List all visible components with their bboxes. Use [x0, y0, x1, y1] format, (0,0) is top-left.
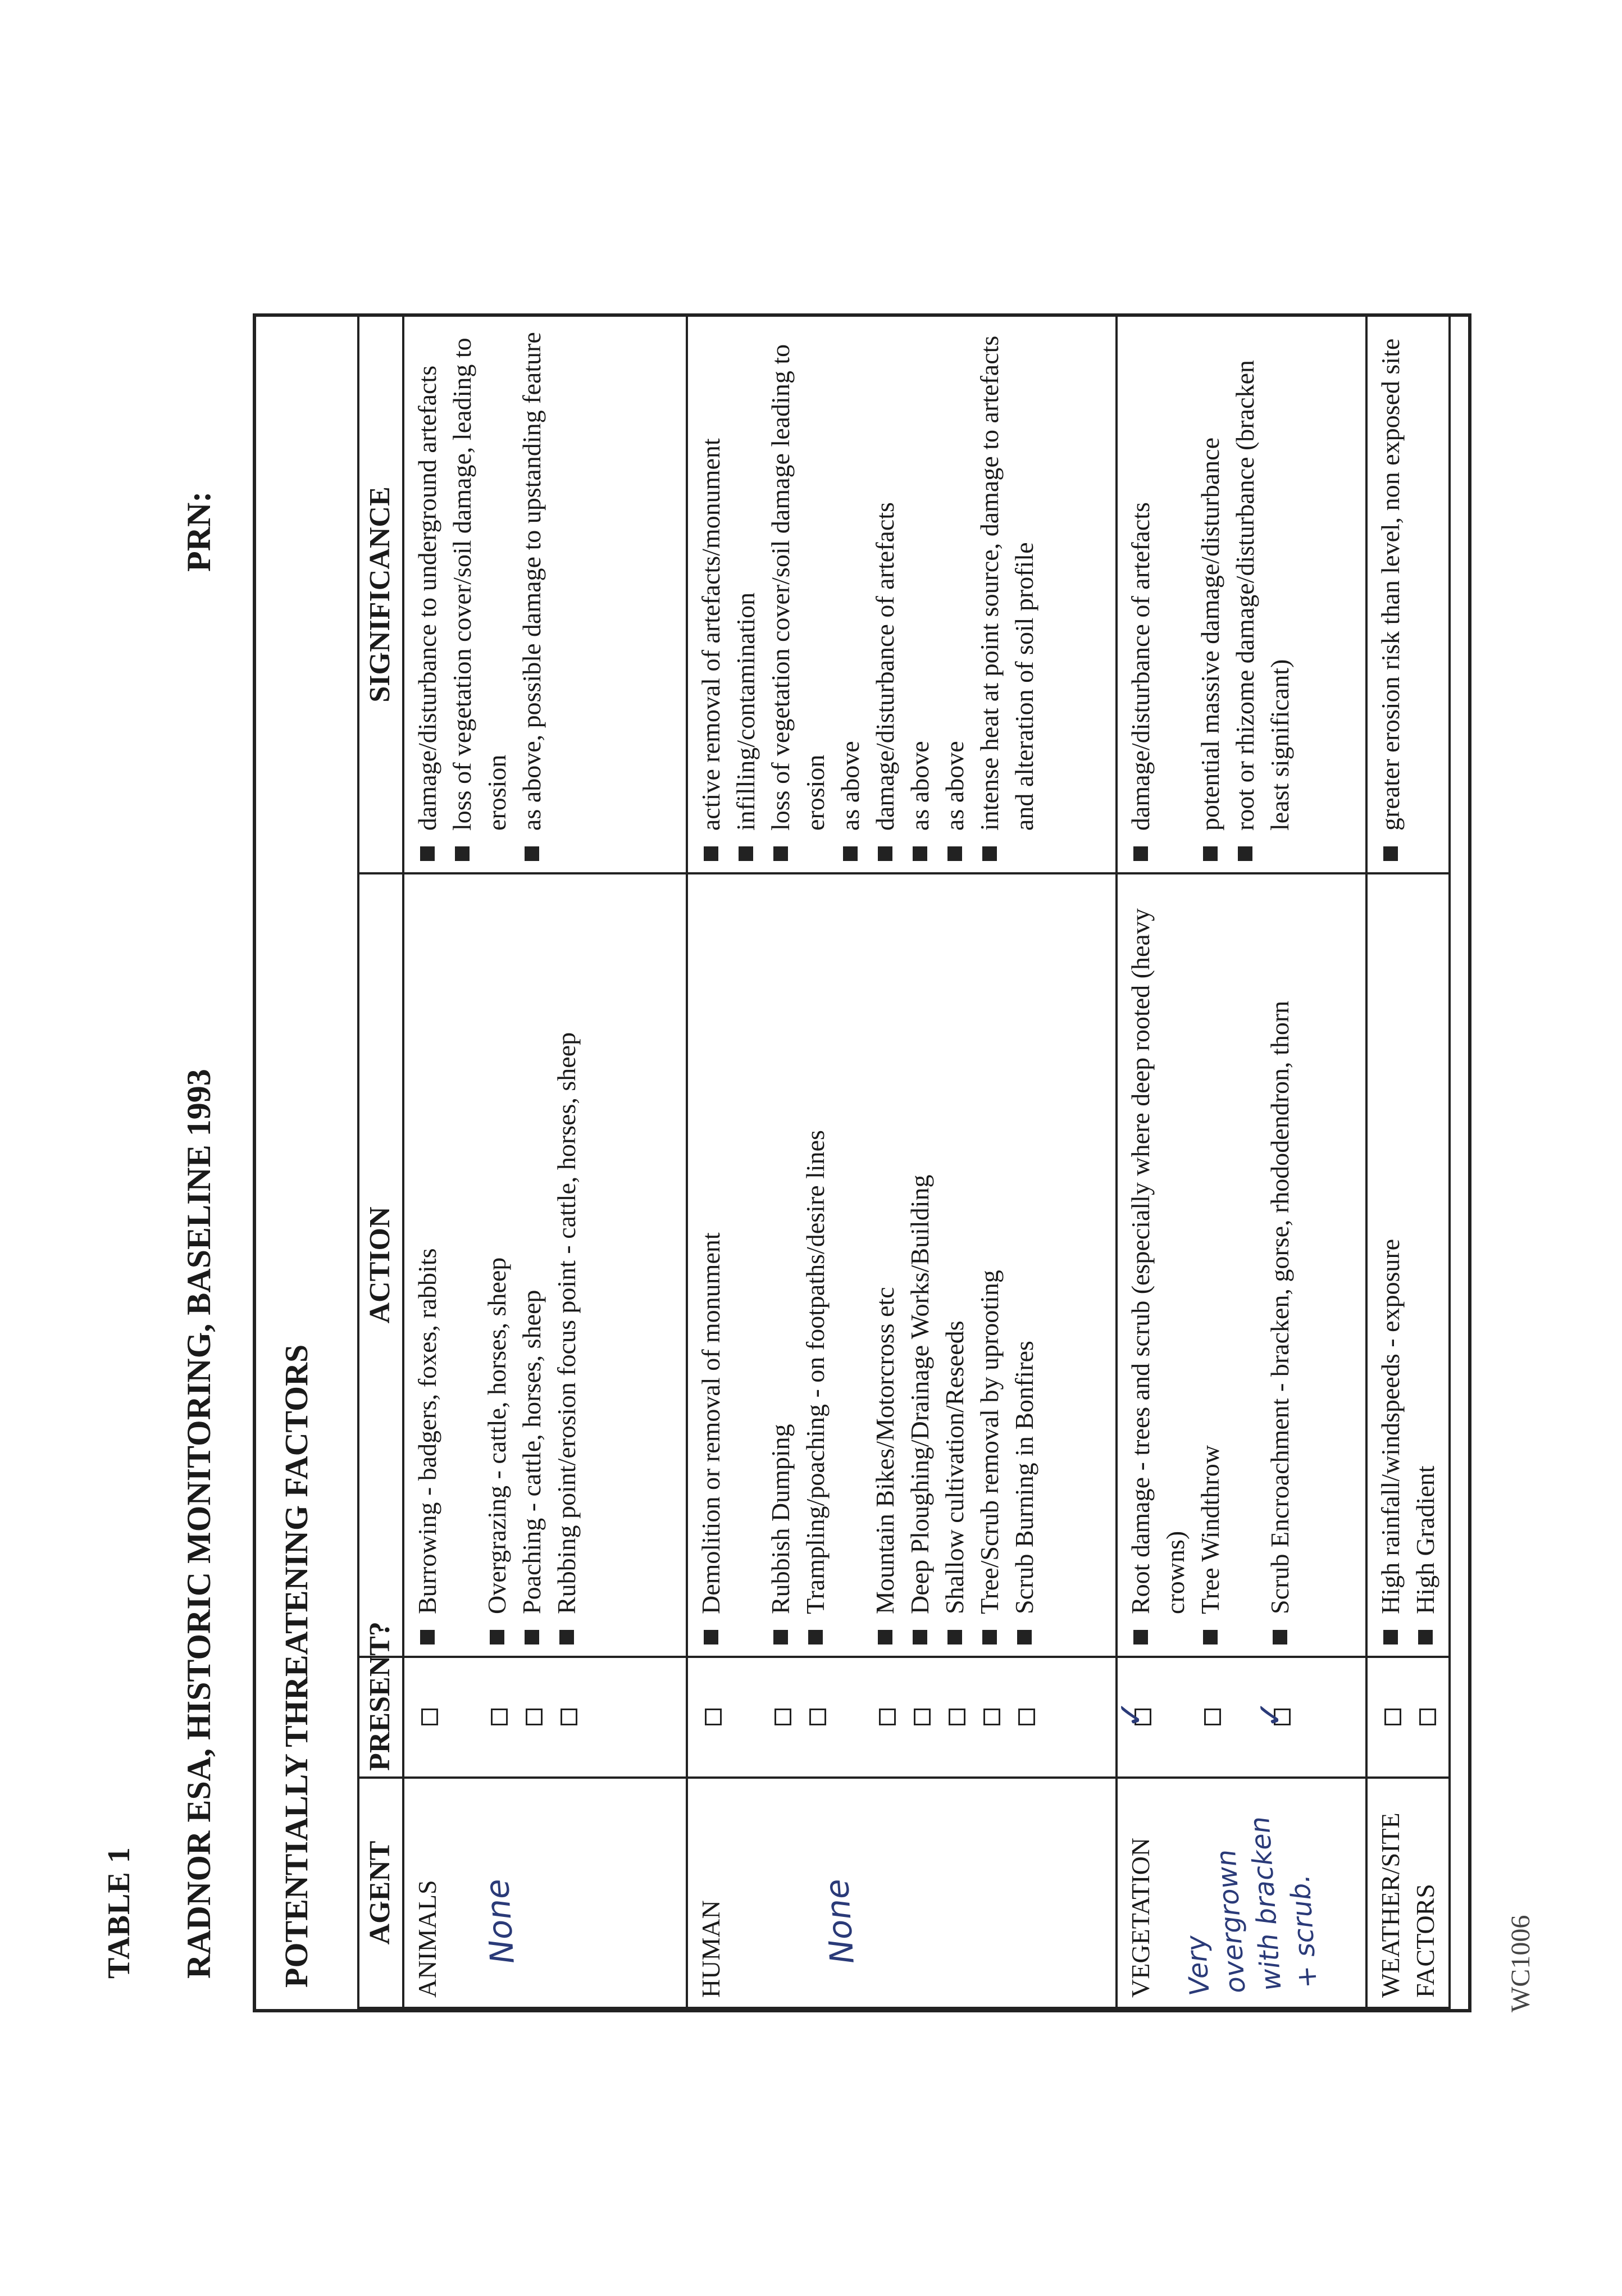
significance-item: greater erosion risk than level, non exposed site — [1373, 326, 1408, 863]
significance-item: root or rhizome damage/disturbance (bracken least significant) — [1228, 326, 1297, 863]
table-row-animals — [403, 316, 687, 2008]
present-cell — [687, 1657, 1117, 1778]
significance-item: damage/disturbance of artefacts — [868, 326, 903, 863]
present-checkbox[interactable] — [491, 1709, 508, 1726]
agent-cell — [687, 1778, 1117, 2008]
table-row-vegetation — [1117, 316, 1366, 2008]
present-checkbox[interactable] — [421, 1709, 438, 1726]
agent-cell — [1366, 1778, 1450, 2008]
action-item: Tree/Scrub removal by uprooting — [972, 883, 1007, 1647]
bullet-square-icon — [1238, 846, 1252, 861]
action-item: Rubbish Dumping — [763, 883, 798, 1647]
bullet-square-icon — [704, 1630, 718, 1644]
agent-label: HUMAN — [696, 1900, 725, 1998]
handwritten-note: None — [817, 1878, 862, 1965]
significance-item: damage/disturbance to underground artefacts — [410, 326, 445, 863]
agent-cell — [1117, 1778, 1366, 2008]
bullet-square-icon — [878, 1630, 892, 1644]
present-checkbox[interactable] — [561, 1709, 577, 1726]
threat-factors-frame — [253, 313, 1471, 2012]
action-item: Scrub Burning in Bonfires — [1007, 883, 1042, 1647]
present-checkbox[interactable] — [1384, 1709, 1401, 1726]
bullet-square-icon — [525, 846, 539, 861]
significance-item: infilling/contamination — [728, 326, 763, 863]
footer-code: WC1006 — [1506, 1915, 1536, 2012]
bullet-square-icon — [420, 846, 435, 861]
handwritten-note: Very overgrown with bracken + scrub. — [1180, 1815, 1324, 1997]
present-checkbox[interactable] — [1419, 1709, 1436, 1726]
significance-item: loss of vegetation cover/soil damage leading to erosion — [763, 326, 833, 863]
bullet-square-icon — [420, 1630, 435, 1644]
significance-item: active removal of artefacts/monument — [694, 326, 728, 863]
action-item: Deep Ploughing/Drainage Works/Building — [903, 883, 937, 1647]
action-item: Root damage - trees and scrub (especially where deep rooted (heavy crowns) — [1123, 883, 1193, 1647]
bullet-square-icon — [1133, 1630, 1148, 1644]
action-cell — [1366, 873, 1450, 1657]
action-cell — [1117, 873, 1366, 1657]
bullet-square-icon — [982, 1630, 997, 1644]
significance-cell — [403, 316, 687, 873]
table-row-human — [687, 316, 1117, 2008]
bullet-square-icon — [525, 1630, 539, 1644]
present-checkbox[interactable] — [983, 1709, 1000, 1726]
agent-label: ANIMALS — [413, 1880, 441, 1998]
significance-item: potential massive damage/disturbance — [1193, 326, 1228, 863]
action-item: Shallow cultivation/Reseeds — [937, 883, 972, 1647]
significance-item: loss of vegetation cover/soil damage, leading to erosion — [445, 326, 514, 863]
action-item: Mountain Bikes/Motorcross etc — [868, 883, 903, 1647]
present-checkbox[interactable] — [526, 1709, 543, 1726]
present-checkbox[interactable] — [879, 1709, 896, 1726]
significance-cell — [687, 316, 1117, 873]
action-item: Scrub Encroachment - bracken, gorse, rhododendron, thorn — [1263, 883, 1297, 1647]
agent-cell — [403, 1778, 687, 2008]
present-checkbox-ticked[interactable] — [1135, 1709, 1151, 1726]
bullet-square-icon — [1383, 846, 1398, 861]
action-item: Demolition or removal of monument — [694, 883, 728, 1647]
agent-label: WEATHER/SITE FACTORS — [1376, 1812, 1439, 1998]
action-item: High Gradient — [1408, 883, 1443, 1647]
document-heading: RADNOR ESA, HISTORIC MONITORING, BASELINE 1993 — [180, 1069, 217, 1979]
action-item: Trampling/poaching - on footpaths/desire lines — [798, 883, 833, 1647]
action-item: Burrowing - badgers, foxes, rabbits — [410, 883, 445, 1647]
bullet-square-icon — [490, 1630, 504, 1644]
threat-factors-table — [357, 315, 1451, 2009]
action-item: Rubbing point/erosion focus point - cattle, horses, sheep — [549, 883, 584, 1647]
column-header-present: PRESENT? — [358, 1657, 403, 1778]
bullet-square-icon — [947, 846, 962, 861]
bullet-square-icon — [773, 1630, 788, 1644]
significance-item: as above — [833, 326, 868, 863]
bullet-square-icon — [1273, 1630, 1287, 1644]
action-item: Tree Windthrow — [1193, 883, 1228, 1647]
column-header-agent: AGENT — [358, 1778, 403, 2008]
column-header-significance: SIGNIFICANCE — [358, 316, 403, 873]
bullet-square-icon — [947, 1630, 962, 1644]
significance-item: damage/disturbance of artefacts — [1123, 326, 1158, 863]
action-cell — [687, 873, 1117, 1657]
bullet-square-icon — [704, 846, 718, 861]
bullet-square-icon — [739, 846, 753, 861]
present-cell — [1117, 1657, 1366, 1778]
bullet-square-icon — [913, 846, 927, 861]
significance-item: as above — [937, 326, 972, 863]
bullet-square-icon — [1418, 1630, 1433, 1644]
bullet-square-icon — [1017, 1630, 1032, 1644]
present-checkbox[interactable] — [809, 1709, 826, 1726]
bullet-square-icon — [559, 1630, 574, 1644]
prn-label: PRN: — [180, 491, 217, 572]
bullet-square-icon — [773, 846, 788, 861]
bullet-square-icon — [1383, 1630, 1398, 1644]
table-label: TABLE 1 — [102, 1847, 136, 1979]
bullet-square-icon — [808, 1630, 823, 1644]
action-item: Poaching - cattle, horses, sheep — [514, 883, 549, 1647]
agent-label: VEGETATION — [1126, 1837, 1155, 1998]
bullet-square-icon — [1203, 1630, 1218, 1644]
present-checkbox[interactable] — [949, 1709, 965, 1726]
present-checkbox[interactable] — [774, 1709, 791, 1726]
present-checkbox[interactable] — [1018, 1709, 1035, 1726]
present-checkbox[interactable] — [1204, 1709, 1221, 1726]
action-cell — [403, 873, 687, 1657]
significance-item: intense heat at point source, damage to artefacts and alteration of soil profile — [972, 326, 1042, 863]
significance-item: as above, possible damage to upstanding feature — [514, 326, 549, 863]
bullet-square-icon — [913, 1630, 927, 1644]
action-item: High rainfall/windspeeds - exposure — [1373, 883, 1408, 1647]
present-checkbox[interactable] — [705, 1709, 722, 1726]
bullet-square-icon — [1203, 846, 1218, 861]
table-header-row — [358, 316, 403, 2008]
present-checkbox-ticked[interactable] — [1274, 1709, 1291, 1726]
bullet-square-icon — [843, 846, 858, 861]
present-cell — [403, 1657, 687, 1778]
bullet-square-icon — [982, 846, 997, 861]
bullet-square-icon — [878, 846, 892, 861]
bullet-square-icon — [1133, 846, 1148, 861]
section-title: POTENTIALLY THREATENING FACTORS — [278, 1344, 315, 1988]
bullet-square-icon — [455, 846, 470, 861]
present-checkbox[interactable] — [914, 1709, 931, 1726]
significance-item: as above — [903, 326, 937, 863]
significance-cell — [1366, 316, 1450, 873]
table-row-weather-site-factors — [1366, 316, 1450, 2008]
column-header-action: ACTION — [358, 873, 403, 1657]
action-item: Overgrazing - cattle, horses, sheep — [480, 883, 514, 1647]
handwritten-note: None — [477, 1878, 522, 1965]
significance-cell — [1117, 316, 1366, 873]
present-cell — [1366, 1657, 1450, 1778]
